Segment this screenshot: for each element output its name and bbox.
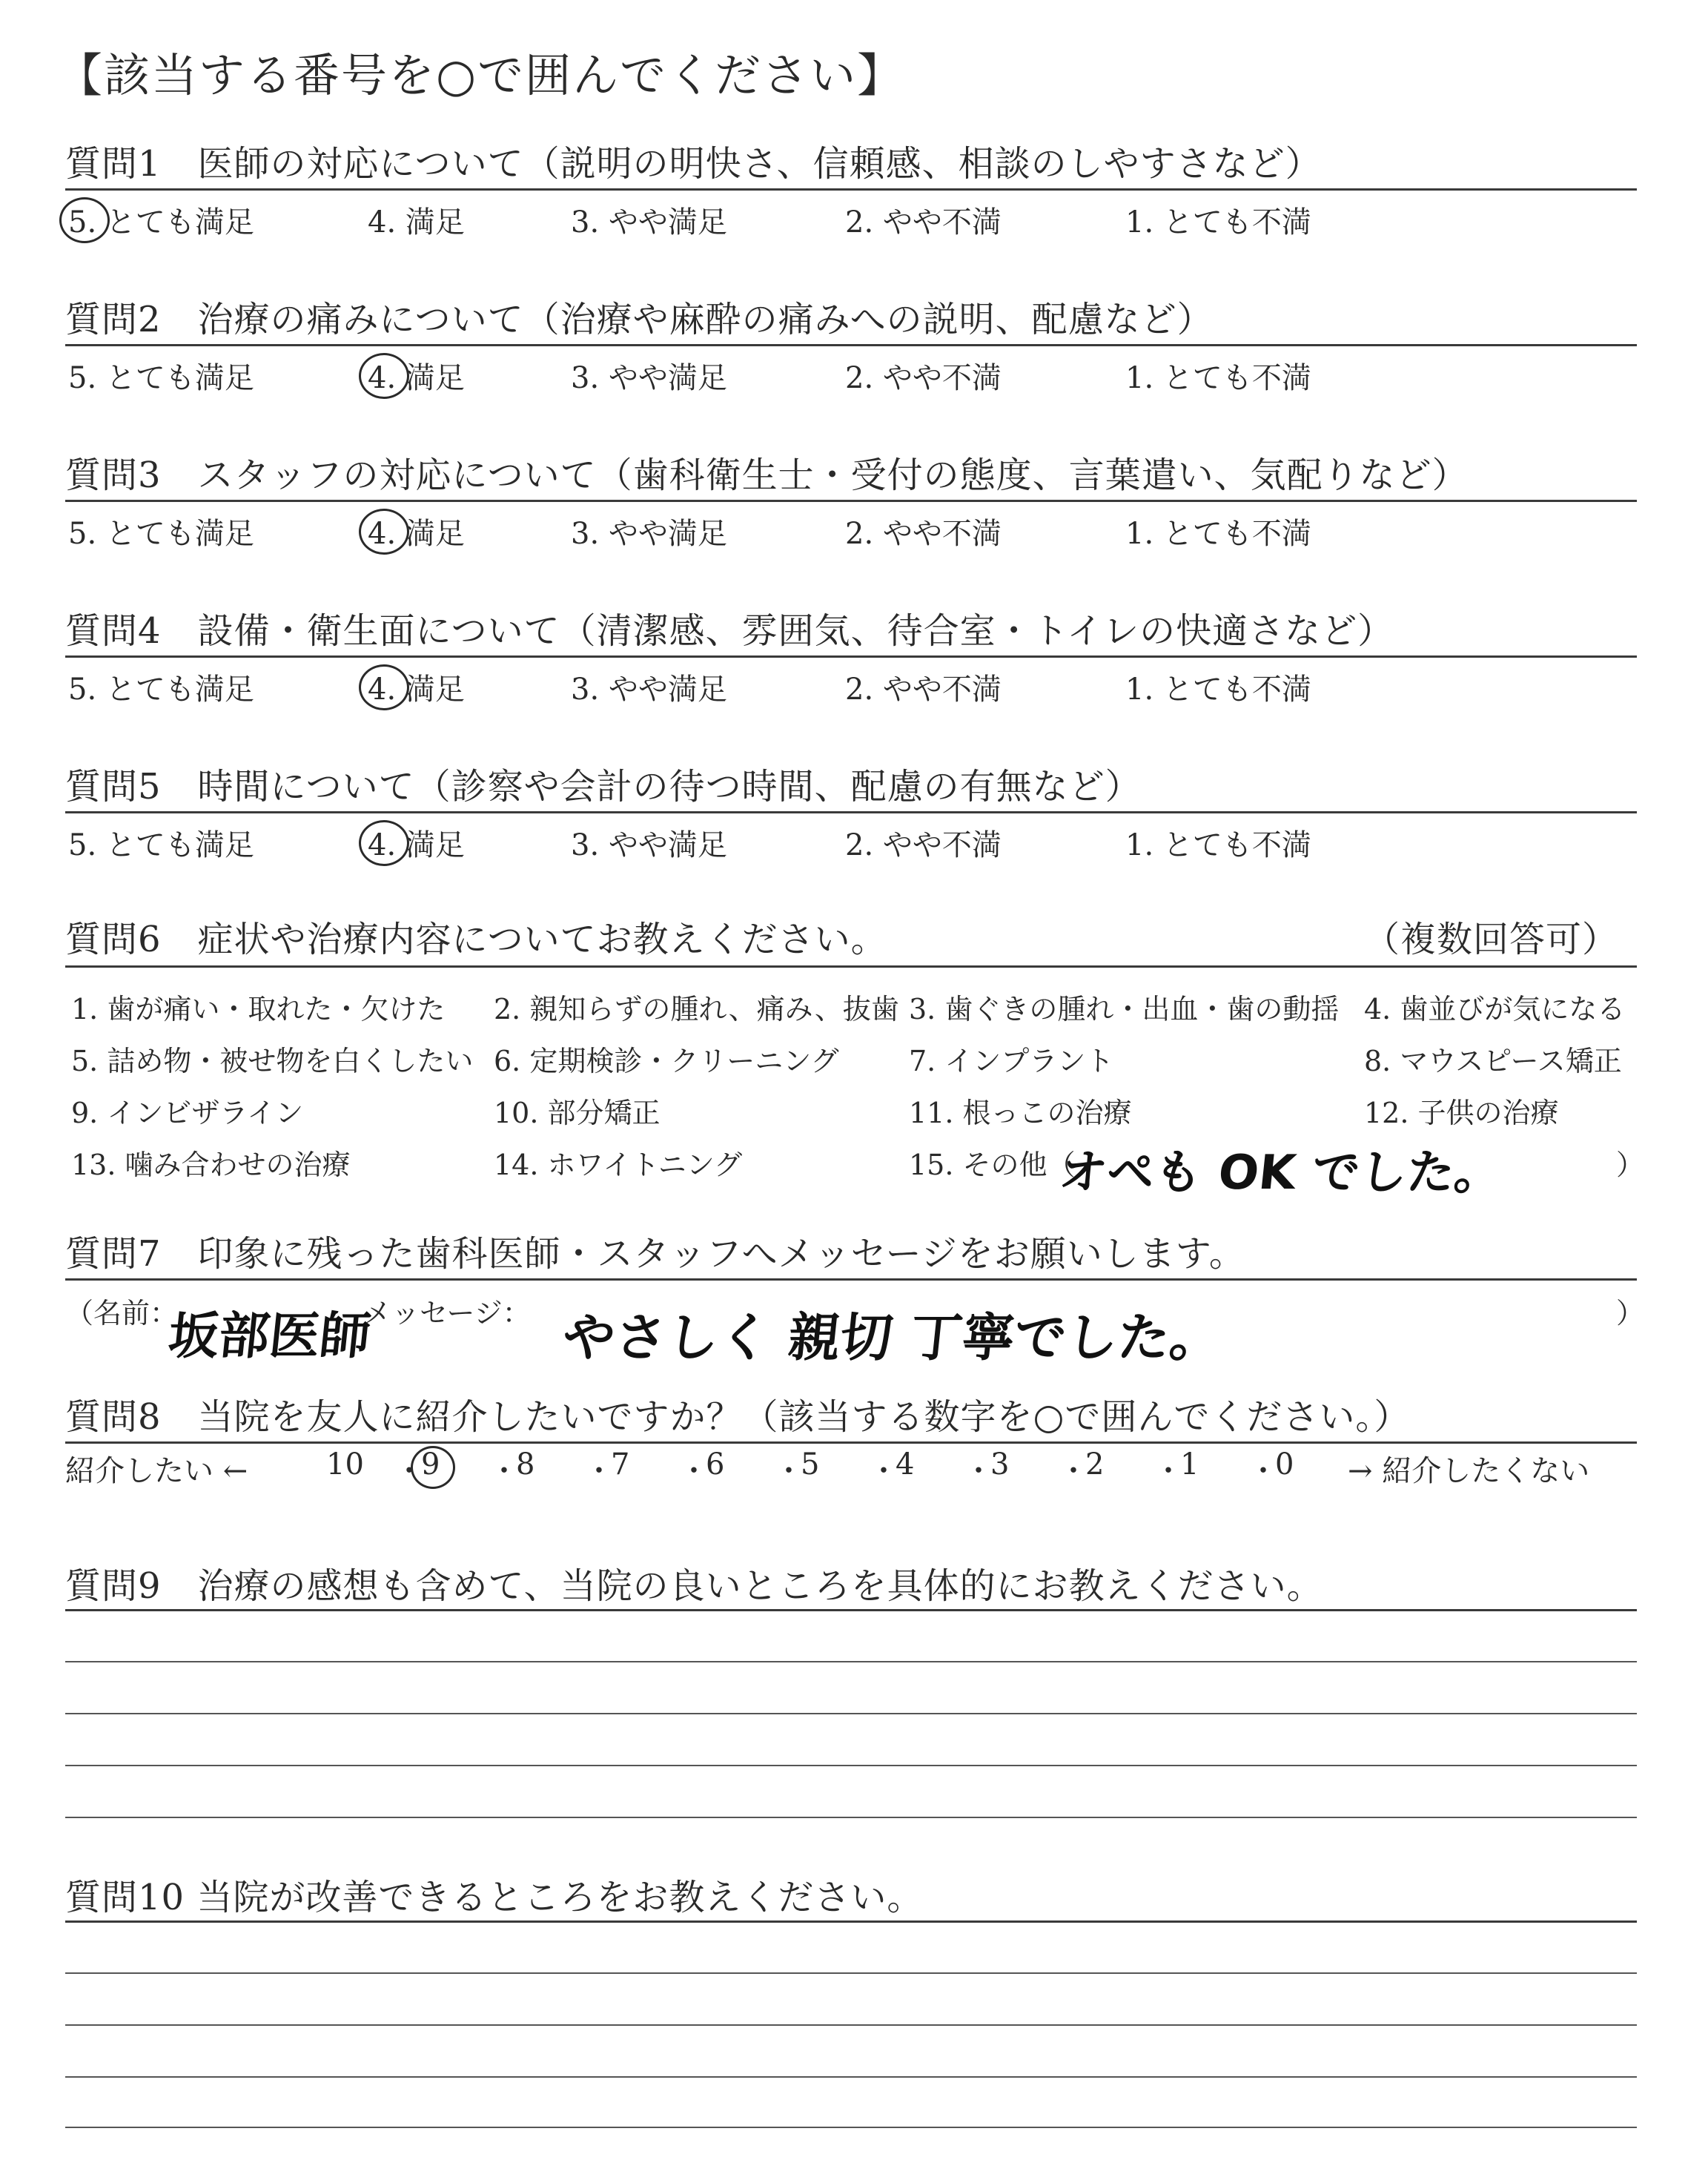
q7-close: ）	[1616, 1297, 1645, 1330]
q8-answer-circle-mark	[411, 1446, 455, 1489]
q8-scale-number[interactable]: 10	[326, 1447, 364, 1482]
q6-item[interactable]: 8. マウスピース矯正	[1364, 1045, 1622, 1077]
q8-right-label: → 紹介したくない	[1348, 1454, 1590, 1488]
q8-scale-number[interactable]: 9	[421, 1447, 440, 1482]
q8-scale-number[interactable]: 5	[801, 1447, 820, 1482]
q8-scale-number[interactable]: 3	[990, 1447, 1010, 1482]
question-4-option[interactable]: 2. やや不満	[845, 673, 1002, 707]
q9-rule	[65, 1609, 1637, 1611]
q6-item[interactable]: 11. 根っこの治療	[909, 1097, 1132, 1129]
q6-rule	[65, 965, 1637, 968]
question-5-option[interactable]: 1. とても不満	[1125, 828, 1311, 862]
q6-item[interactable]: 10. 部分矯正	[494, 1097, 661, 1129]
answer-circle-mark	[359, 664, 409, 710]
q6-item[interactable]: 9. インビザライン	[71, 1097, 304, 1129]
question-3-rule	[65, 500, 1637, 502]
q10-line	[65, 1972, 1637, 1974]
q7-title: 質問7 印象に残った歯科医師・スタッフへメッセージをお願いします。	[65, 1233, 1245, 1275]
question-3-option[interactable]: 3. やや満足	[571, 517, 727, 551]
q9-line	[65, 1765, 1637, 1766]
question-4-title: 質問4 設備・衛生面について（清潔感、雰囲気、待合室・トイレの快適さなど）	[65, 610, 1394, 652]
q10-title: 質問10 当院が改善できるところをお教えください。	[65, 1877, 924, 1918]
question-5-option[interactable]: 2. やや不満	[845, 828, 1002, 862]
q8-scale-separator: ・	[869, 1454, 898, 1488]
question-3-option[interactable]: 5. とても満足	[68, 517, 254, 551]
q8-scale-number[interactable]: 8	[516, 1447, 535, 1482]
question-4-option[interactable]: 3. やや満足	[571, 673, 727, 707]
question-1-option[interactable]: 3. やや満足	[571, 205, 727, 240]
question-2-option[interactable]: 1. とても不満	[1125, 361, 1311, 395]
question-1-option[interactable]: 4. 満足	[368, 205, 465, 240]
question-5-rule	[65, 811, 1637, 813]
q6-item[interactable]: 5. 詰め物・被せ物を白くしたい	[71, 1045, 474, 1077]
q9-title: 質問9 治療の感想も含めて、当院の良いところを具体的にお教えください。	[65, 1565, 1323, 1607]
question-1-rule	[65, 188, 1637, 191]
question-2-option[interactable]: 5. とても満足	[68, 361, 254, 395]
q8-scale-separator: ・	[489, 1454, 519, 1488]
q8-scale-number[interactable]: 2	[1085, 1447, 1105, 1482]
form-header: 【該当する番号を○で囲んでください】	[56, 48, 905, 102]
q8-scale-separator: ・	[964, 1454, 993, 1488]
q7-message-value: やさしく 親切 丁寧でした。	[560, 1307, 1225, 1368]
q9-line	[65, 1713, 1637, 1714]
question-2-option[interactable]: 3. やや満足	[571, 361, 727, 395]
q8-scale-number[interactable]: 0	[1275, 1447, 1294, 1482]
answer-circle-mark	[359, 820, 409, 866]
q9-line	[65, 1817, 1637, 1818]
q8-title: 質問8 当院を友人に紹介したいですか？（該当する数字を○で囲んでください。）	[65, 1396, 1411, 1438]
q7-rule	[65, 1278, 1637, 1281]
q6-item[interactable]: 15. その他（	[909, 1149, 1076, 1181]
q6-item[interactable]: 12. 子供の治療	[1364, 1097, 1559, 1129]
q8-scale-separator: ・	[584, 1454, 614, 1488]
question-5-option[interactable]: 3. やや満足	[571, 828, 727, 862]
q8-rule	[65, 1441, 1637, 1444]
q7-message-label: メッセージ：	[363, 1297, 531, 1330]
question-3-option[interactable]: 2. やや不満	[845, 517, 1002, 551]
q6-note: （複数回答可）	[1364, 919, 1619, 960]
q8-scale-separator: ・	[394, 1454, 424, 1488]
q9-line	[65, 1661, 1637, 1662]
q6-title: 質問6 症状や治療内容についてお教えください。	[65, 919, 887, 960]
q6-item[interactable]: 2. 親知らずの腫れ、痛み、抜歯	[494, 993, 899, 1025]
question-1-option[interactable]: 1. とても不満	[1125, 205, 1311, 240]
question-4-option[interactable]: 4. 満足	[368, 673, 465, 707]
q10-line	[65, 2076, 1637, 2078]
question-5-title: 質問5 時間について（診察や会計の待つ時間、配慮の有無など）	[65, 766, 1142, 807]
question-1-option[interactable]: 5. とても満足	[68, 205, 254, 240]
question-2-option[interactable]: 2. やや不満	[845, 361, 1002, 395]
q7-name-value: 坂部医師	[165, 1307, 374, 1366]
q8-scale-number[interactable]: 1	[1180, 1447, 1199, 1482]
question-1-title: 質問1 医師の対応について（説明の明快さ、信頼感、相談のしやすさなど）	[65, 143, 1322, 185]
question-3-option[interactable]: 1. とても不満	[1125, 517, 1311, 551]
q10-rule	[65, 1920, 1637, 1923]
q8-scale-separator: ・	[1248, 1454, 1278, 1488]
q8-scale-number[interactable]: 7	[611, 1447, 630, 1482]
question-2-option[interactable]: 4. 満足	[368, 361, 465, 395]
question-1-option[interactable]: 2. やや不満	[845, 205, 1002, 240]
question-5-option[interactable]: 4. 満足	[368, 828, 465, 862]
q8-scale-separator: ・	[679, 1454, 709, 1488]
q6-item[interactable]: 6. 定期検診・クリーニング	[494, 1045, 839, 1077]
q8-left-label: 紹介したい ←	[65, 1454, 248, 1488]
q6-item[interactable]: 3. 歯ぐきの腫れ・出血・歯の動揺	[909, 993, 1340, 1025]
q8-scale-separator: ・	[1059, 1454, 1088, 1488]
q6-item[interactable]: 14. ホワイトニング	[494, 1149, 743, 1181]
question-4-option[interactable]: 1. とても不満	[1125, 673, 1311, 707]
q6-other-close: ）	[1616, 1149, 1645, 1181]
q6-other-answer: オペも OK でした。	[1056, 1146, 1505, 1200]
q6-item[interactable]: 13. 噛み合わせの治療	[71, 1149, 351, 1181]
answer-circle-mark	[59, 197, 110, 243]
q6-item[interactable]: 1. 歯が痛い・取れた・欠けた	[71, 993, 446, 1025]
question-2-title: 質問2 治療の痛みについて（治療や麻酔の痛みへの説明、配慮など）	[65, 299, 1214, 340]
q8-scale-number[interactable]: 6	[706, 1447, 725, 1482]
question-3-title: 質問3 スタッフの対応について（歯科衛生士・受付の態度、言葉遣い、気配りなど）	[65, 455, 1469, 496]
question-4-rule	[65, 655, 1637, 658]
q8-scale-separator: ・	[1153, 1454, 1183, 1488]
q8-scale-number[interactable]: 4	[896, 1447, 915, 1482]
question-4-option[interactable]: 5. とても満足	[68, 673, 254, 707]
question-3-option[interactable]: 4. 満足	[368, 517, 465, 551]
answer-circle-mark	[359, 509, 409, 555]
q8-scale-separator: ・	[774, 1454, 804, 1488]
q10-line	[65, 2127, 1637, 2128]
q10-line	[65, 2024, 1637, 2026]
answer-circle-mark	[359, 353, 409, 399]
q6-item[interactable]: 7. インプラント	[909, 1045, 1114, 1077]
question-2-rule	[65, 344, 1637, 346]
q7-name-label: （名前：	[65, 1297, 179, 1330]
q6-item[interactable]: 4. 歯並びが気になる	[1364, 993, 1626, 1025]
question-5-option[interactable]: 5. とても満足	[68, 828, 254, 862]
